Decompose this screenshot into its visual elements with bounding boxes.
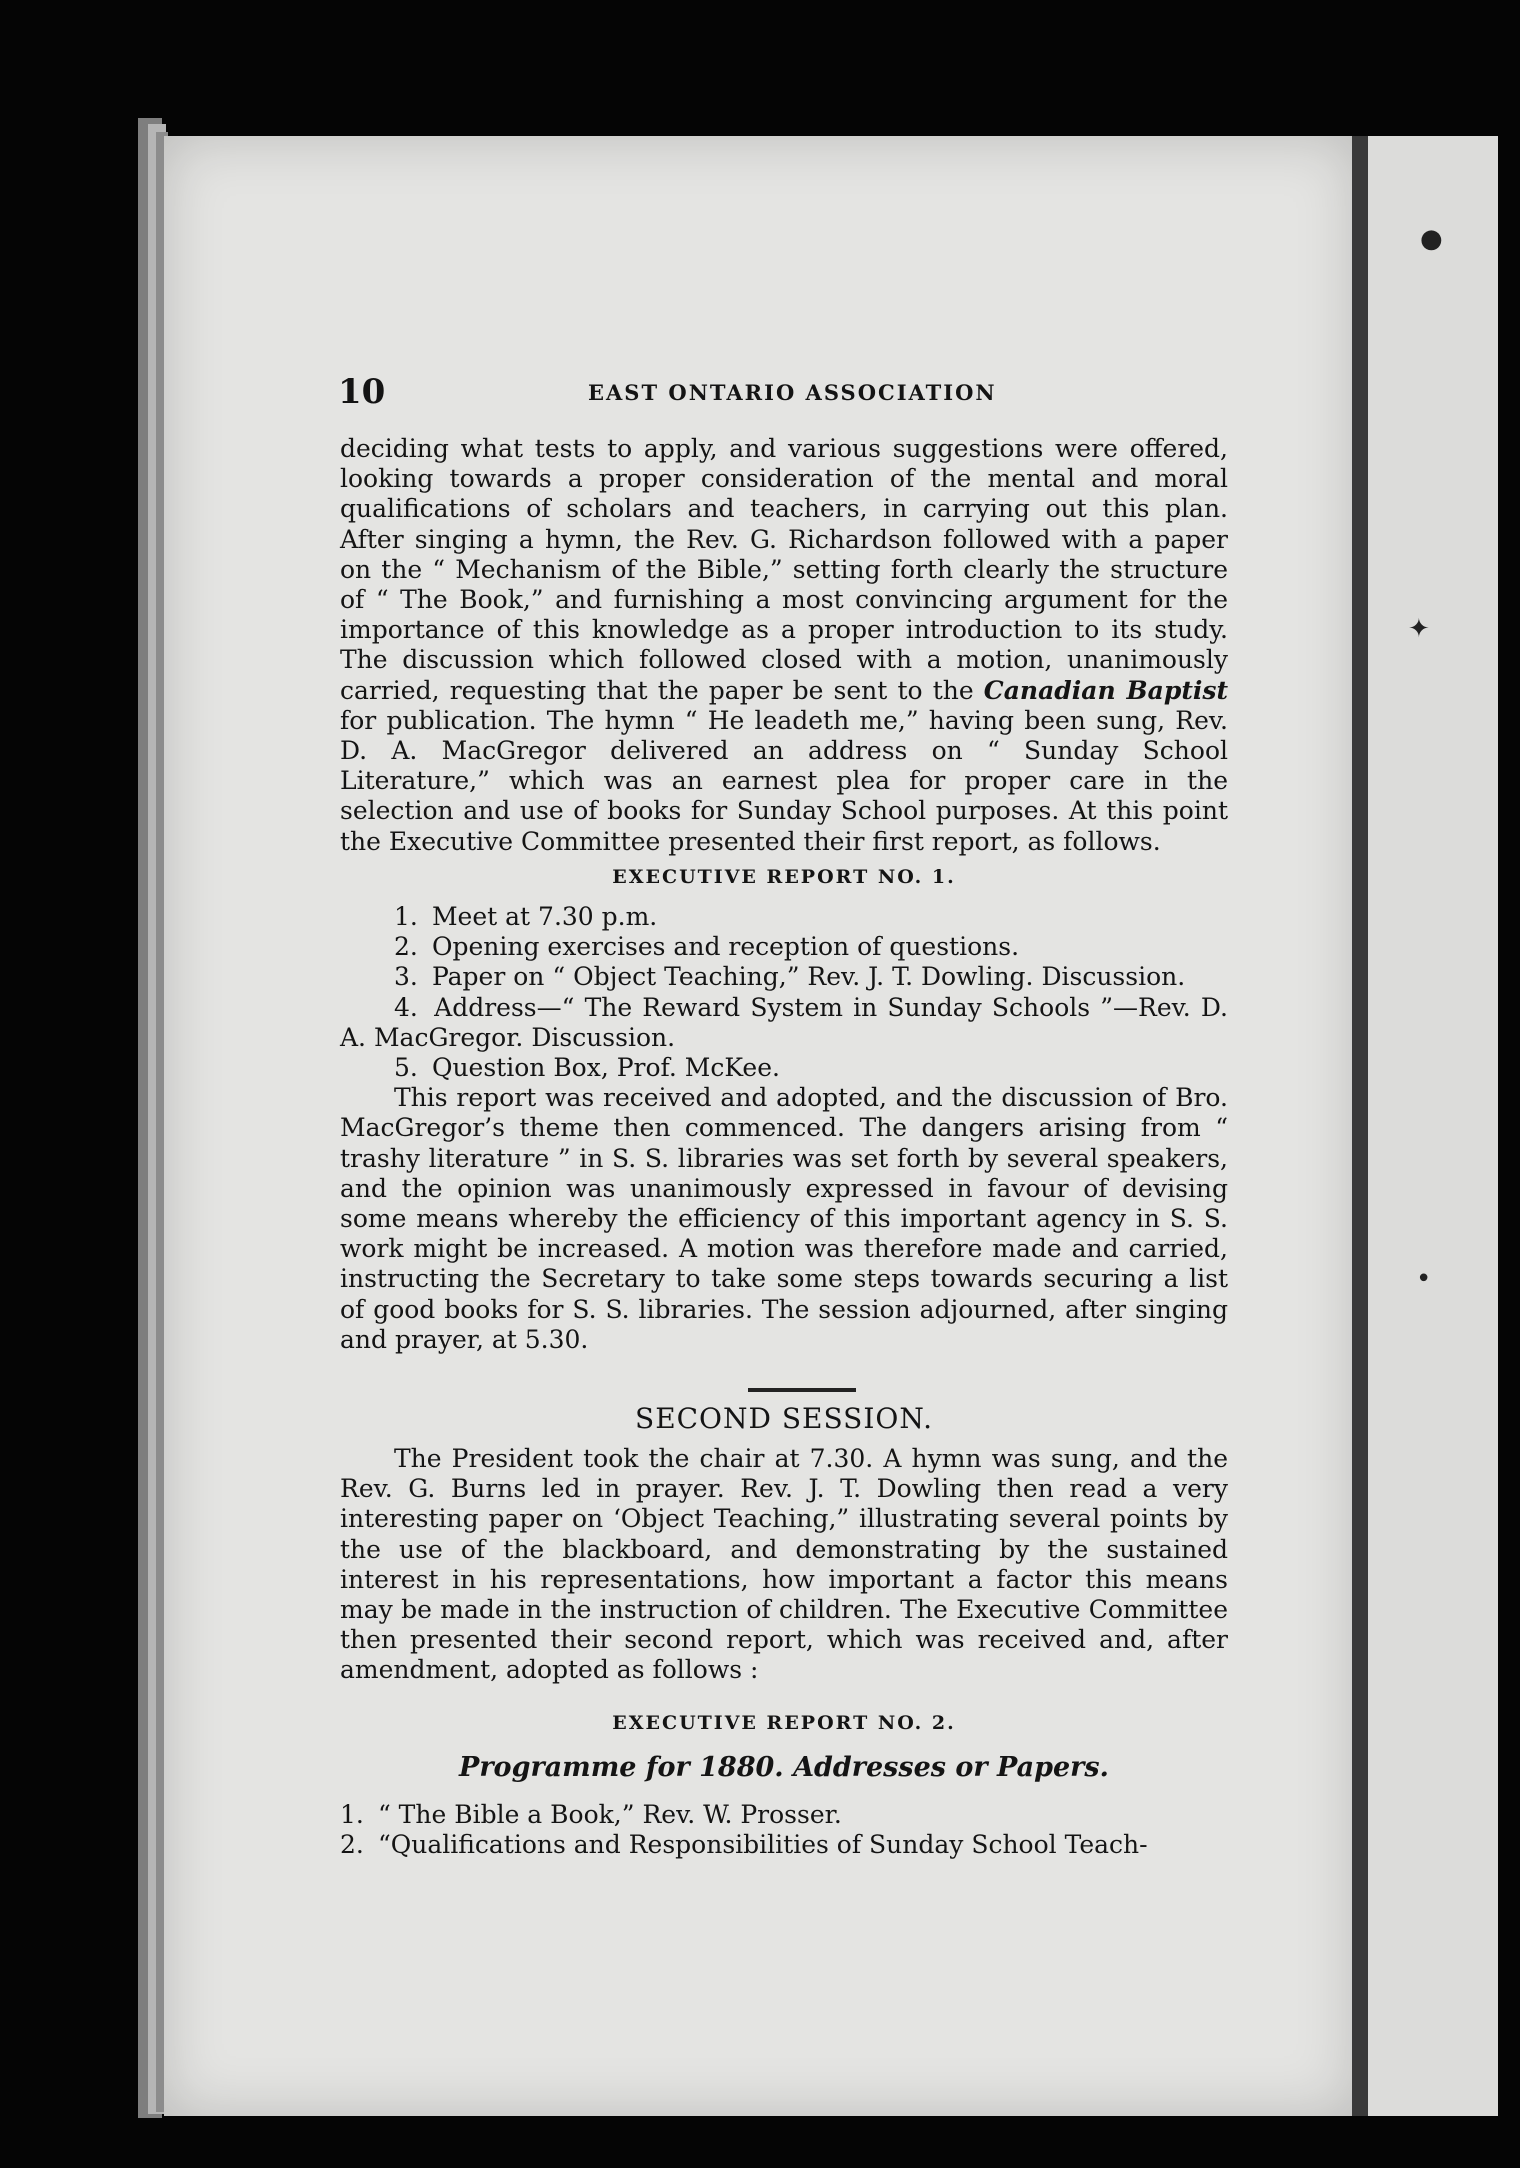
list-item-text: Address—“ The Reward System in Sunday Schools ”—Rev. D. A. MacGregor. Discussion. — [340, 992, 1228, 1052]
binding-thread-mark: ✦ — [1408, 614, 1430, 644]
list-item-number: 3. — [394, 962, 418, 992]
paragraph-2: This report was received and adopted, and the discussion of Bro. MacGregor’s theme then commenced. The dangers arising from “ trashy literature ” in S. S. libraries was set forth by several speakers, and the opinion was unanimously expressed in favour of devising some means whereby the efficiency of this important agency in S. S. work might be increased. A motion was therefore made and carried, instructing the Secretary to take some steps towards securing a list of good books for S. S. libraries. The session adjourned, after singing and prayer, at 5.30. — [340, 1083, 1228, 1354]
list-item — [340, 1830, 1228, 1860]
programme-heading: Programme for 1880. Addresses or Papers. — [459, 1752, 1109, 1783]
report-2-list — [340, 1800, 1228, 1860]
report-2-heading: EXECUTIVE REPORT NO. 2. — [612, 1712, 956, 1734]
paragraph-1-text: deciding what tests to apply, and various suggestions were offered, looking towards a proper consideration of the mental and moral qualifications of scholars and teachers, in carrying out this plan. After singing a hymn, the Rev. G. Richardson followed with a paper on the “ Mechanism of the Bible,” setting forth clearly the structure of “ The Book,” and furnishing a most convincing argument for the importance of this knowledge as a proper introduction to its study. The discussion which followed closed with a motion, unanimously carried, requesting that the paper be sent to the — [340, 434, 1228, 705]
paragraph-1-end: for publication. The hymn “ He leadeth me,” having been sung, Rev. D. A. MacGregor delivered an address on “ Sunday School Literature,” which was an earnest plea for proper care in the selection and use of books for Sunday School purposes. At this point the Executive Committee presented their first report, as follows. — [340, 705, 1228, 856]
list-item — [340, 902, 1228, 932]
list-item — [340, 993, 1228, 1053]
section-title: SECOND SESSION. — [635, 1402, 933, 1435]
list-item-number: 2. — [394, 932, 418, 962]
list-item — [340, 962, 1228, 992]
binding-thread-mark: ● — [1420, 224, 1443, 254]
running-title: EAST ONTARIO ASSOCIATION — [588, 380, 997, 405]
report-1-heading: EXECUTIVE REPORT NO. 1. — [612, 866, 956, 888]
list-item-text: Meet at 7.30 p.m. — [431, 902, 658, 931]
list-item-text: “ The Bible a Book,” Rev. W. Prosser. — [377, 1800, 842, 1829]
running-head — [338, 372, 1238, 416]
binding-thread-mark: • — [1416, 1264, 1432, 1294]
list-item-number: 5. — [394, 1053, 418, 1083]
list-item-text: Paper on “ Object Teaching,” Rev. J. T. Dowling. Discussion. — [431, 962, 1186, 992]
section-divider — [748, 1388, 856, 1392]
page-number: 10 — [338, 372, 386, 412]
list-item-text: Opening exercises and reception of questions. — [431, 932, 1020, 962]
report-1-list — [340, 902, 1228, 1355]
list-item — [340, 932, 1228, 962]
second-session-body — [340, 1444, 1228, 1686]
list-item-number: 4. — [394, 992, 418, 1022]
list-item-number: 1. — [394, 902, 418, 931]
paragraph-1 — [340, 434, 1228, 857]
list-item-text: “Qualifications and Responsibilities of Sunday School Teach- — [377, 1830, 1148, 1860]
publication-name: Canadian Baptist — [983, 675, 1228, 705]
list-item-text: Question Box, Prof. McKee. — [431, 1053, 780, 1083]
second-session-paragraph: The President took the chair at 7.30. A hymn was sung, and the Rev. G. Burns led in prayer. Rev. J. T. Dowling then read a very interesting paper on ‘Object Teaching,” illustrating several points by the use of the blackboard, and demonstrating by the sustained interest in his representations, how important a factor this means may be made in the instruction of children. The Executive Committee then presented their second report, which was received and, after amendment, adopted as follows : — [340, 1444, 1228, 1685]
book-gutter — [1352, 136, 1368, 2116]
facing-page-edge — [1368, 136, 1498, 2116]
list-item-number: 1. — [340, 1800, 364, 1829]
list-item — [340, 1053, 1228, 1083]
list-item-number: 2. — [340, 1830, 364, 1860]
list-item — [340, 1800, 1228, 1830]
